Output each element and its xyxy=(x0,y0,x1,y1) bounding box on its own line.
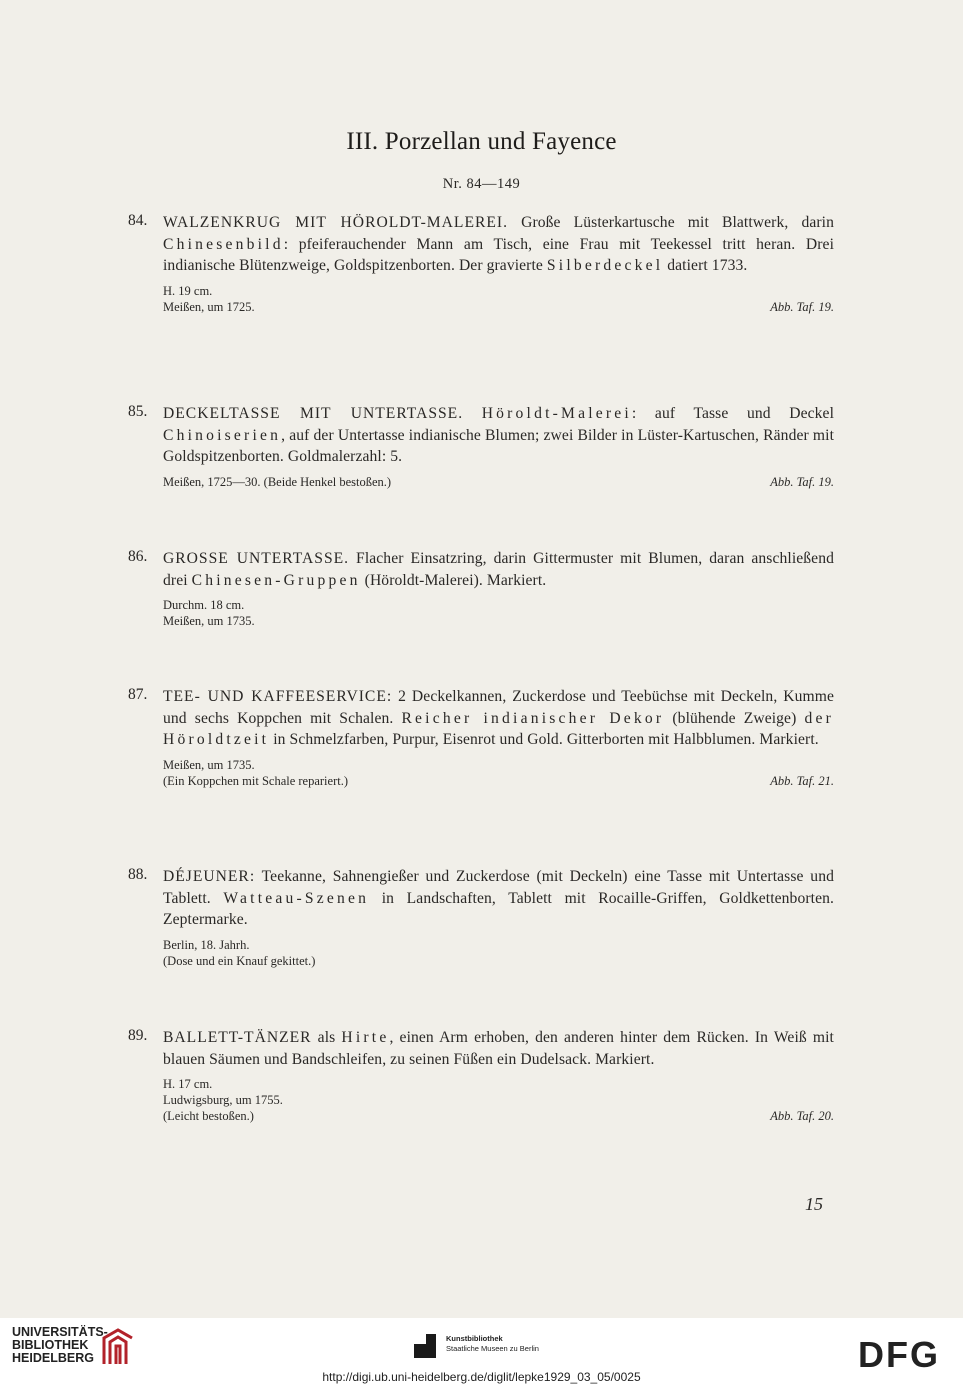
university-line: BIBLIOTHEK xyxy=(12,1338,89,1352)
university-line: HEIDELBERG xyxy=(12,1351,94,1365)
meta-line: (Ein Koppchen mit Schale repariert.) xyxy=(163,773,348,788)
entry-text: : auf Tasse und Deckel xyxy=(631,405,834,422)
entry-text: 2 Deckelkannen, Zuckerdose und Teebüchse mit Deckeln, Kumme und sechs Koppchen mit Schalen. xyxy=(163,688,834,727)
catalog-entry xyxy=(128,1027,834,1124)
entry-meta xyxy=(163,937,834,969)
entry-description xyxy=(163,1027,834,1070)
plate-reference: Abb. Taf. 19. xyxy=(770,474,834,489)
emphasized-term: der Höroldtzeit xyxy=(163,709,834,748)
section-subtitle: Nr. 84—149 xyxy=(442,176,521,192)
meta-line: Meißen, um 1735. xyxy=(163,757,255,772)
catalog-entry xyxy=(128,403,834,490)
emphasized-term: Chinoiserien xyxy=(163,426,282,444)
emphasized-term: Chinesen-Gruppen xyxy=(191,571,361,589)
entry-number: 88. xyxy=(128,866,148,883)
meta-line: (Dose und ein Knauf gekittet.) xyxy=(163,953,316,968)
entry-text xyxy=(463,405,482,422)
entry-description xyxy=(163,866,834,931)
meta-line: Berlin, 18. Jahrh. xyxy=(163,937,250,952)
catalog-entry xyxy=(128,686,834,789)
university-name[interactable] xyxy=(12,1326,108,1365)
meta-line: Ludwigsburg, um 1755. xyxy=(163,1093,283,1107)
meta-line: Meißen, um 1725. xyxy=(163,299,255,314)
emphasized-term: Höroldt-Malerei xyxy=(481,405,632,422)
entry-number: 84. xyxy=(128,212,148,229)
source-url[interactable]: http://digi.ub.uni-heidelberg.de/diglit/lepke1929_03_05/0025 xyxy=(322,1370,641,1384)
emphasized-term: Reicher indianischer Dekor xyxy=(401,709,665,727)
entry-meta xyxy=(163,597,834,629)
plate-reference: Abb. Taf. 19. xyxy=(770,299,834,314)
entry-heading: BALLETT-TÄNZER xyxy=(163,1029,312,1046)
entry-description xyxy=(163,548,834,591)
catalog-entry xyxy=(128,212,834,315)
university-line: UNIVERSITÄTS- xyxy=(12,1325,108,1339)
footer xyxy=(0,1318,963,1387)
museum-line: Staatliche Museen zu Berlin xyxy=(446,1344,539,1353)
section-title: III. Porzellan und Fayence xyxy=(346,128,617,155)
emphasized-term: Watteau-Szenen xyxy=(223,889,370,907)
meta-line: Durchm. 18 cm. xyxy=(163,598,245,612)
entry-number: 86. xyxy=(128,548,148,565)
kunstbibliothek-logo-icon[interactable] xyxy=(412,1332,440,1360)
meta-line: Meißen, um 1735. xyxy=(163,614,255,628)
entry-text: in Landschaften, Tablett mit Rocaille-Griffen, Goldkettenborten. Zeptermarke. xyxy=(163,889,834,928)
entry-heading: DECKELTASSE MIT UNTERTASSE. xyxy=(163,405,464,422)
entry-text: Große Lüsterkartusche mit Blattwerk, darin xyxy=(508,214,834,231)
dfg-logo[interactable]: DFG xyxy=(858,1334,940,1375)
entry-text: datiert 1733. xyxy=(663,257,748,274)
entry-meta xyxy=(163,1076,834,1124)
museum-name xyxy=(446,1334,539,1354)
entry-text: : pfeiferauchender Mann am Tisch, eine Frau mit Teekessel tritt heran. Drei indianische Blütenzweige, Goldspitzenborten. Der gravierte xyxy=(163,235,834,274)
emphasized-term: Chinesenbild xyxy=(163,235,284,253)
catalog-entry xyxy=(128,548,834,629)
meta-line: (Leicht bestoßen.) xyxy=(163,1109,254,1123)
entry-text: (blühende Zweige) xyxy=(664,709,805,727)
entry-meta xyxy=(163,757,834,789)
university-logo-icon[interactable] xyxy=(100,1324,136,1366)
entry-heading: DÉJEUNER: xyxy=(163,868,256,885)
museum-line: Kunstbibliothek xyxy=(446,1334,503,1343)
entry-heading: WALZENKRUG MIT HÖROLDT-MALEREI. xyxy=(163,214,508,231)
entry-heading: TEE- UND KAFFEESERVICE: xyxy=(163,688,393,705)
meta-line: Meißen, 1725—30. (Beide Henkel bestoßen.) xyxy=(163,474,392,489)
entry-text: Teekanne, Sahnengießer und Zuckerdose (mit Deckeln) eine Tasse mit Untertasse und Tablett. xyxy=(163,868,834,907)
page-number: 15 xyxy=(805,1194,823,1214)
entry-text: in Schmelzfarben, Purpur, Eisenrot und Gold. Gitterborten mit Halbblumen. Markiert. xyxy=(269,731,819,748)
entry-heading: GROSSE UNTERTASSE. xyxy=(163,550,350,567)
entry-text: als xyxy=(311,1029,342,1046)
meta-line: H. 19 cm. xyxy=(163,283,213,298)
entry-text: , auf der Untertasse indianische Blumen; zwei Bilder in Lüster-Kartuschen, Ränder mit Goldspitzenborten. Goldmalerzahl: 5. xyxy=(163,426,834,465)
entry-text: Flacher Einsatzring, darin Gittermuster mit Blumen, daran anschließend drei xyxy=(163,550,834,589)
entry-number: 89. xyxy=(128,1027,148,1044)
emphasized-term: Silberdeckel xyxy=(546,257,664,274)
entry-description xyxy=(163,212,834,277)
entry-meta xyxy=(163,283,834,315)
entry-description xyxy=(163,686,834,751)
entry-description xyxy=(163,403,834,468)
plate-reference: Abb. Taf. 20. xyxy=(770,1109,834,1123)
entry-number: 85. xyxy=(128,403,148,420)
entry-number: 87. xyxy=(128,686,148,703)
catalog-entry xyxy=(128,866,834,969)
entry-meta xyxy=(163,474,834,490)
plate-reference: Abb. Taf. 21. xyxy=(770,773,834,788)
entry-text: , einen Arm erhoben, den anderen hinter dem Rücken. In Weiß mit blauen Säumen und Bandschleifen, zu seinen Füßen ein Dudelsack. Markiert. xyxy=(163,1029,834,1068)
emphasized-term: Hirte xyxy=(341,1029,390,1046)
meta-line: H. 17 cm. xyxy=(163,1077,213,1091)
entry-text: (Höroldt-Malerei). Markiert. xyxy=(360,571,547,589)
